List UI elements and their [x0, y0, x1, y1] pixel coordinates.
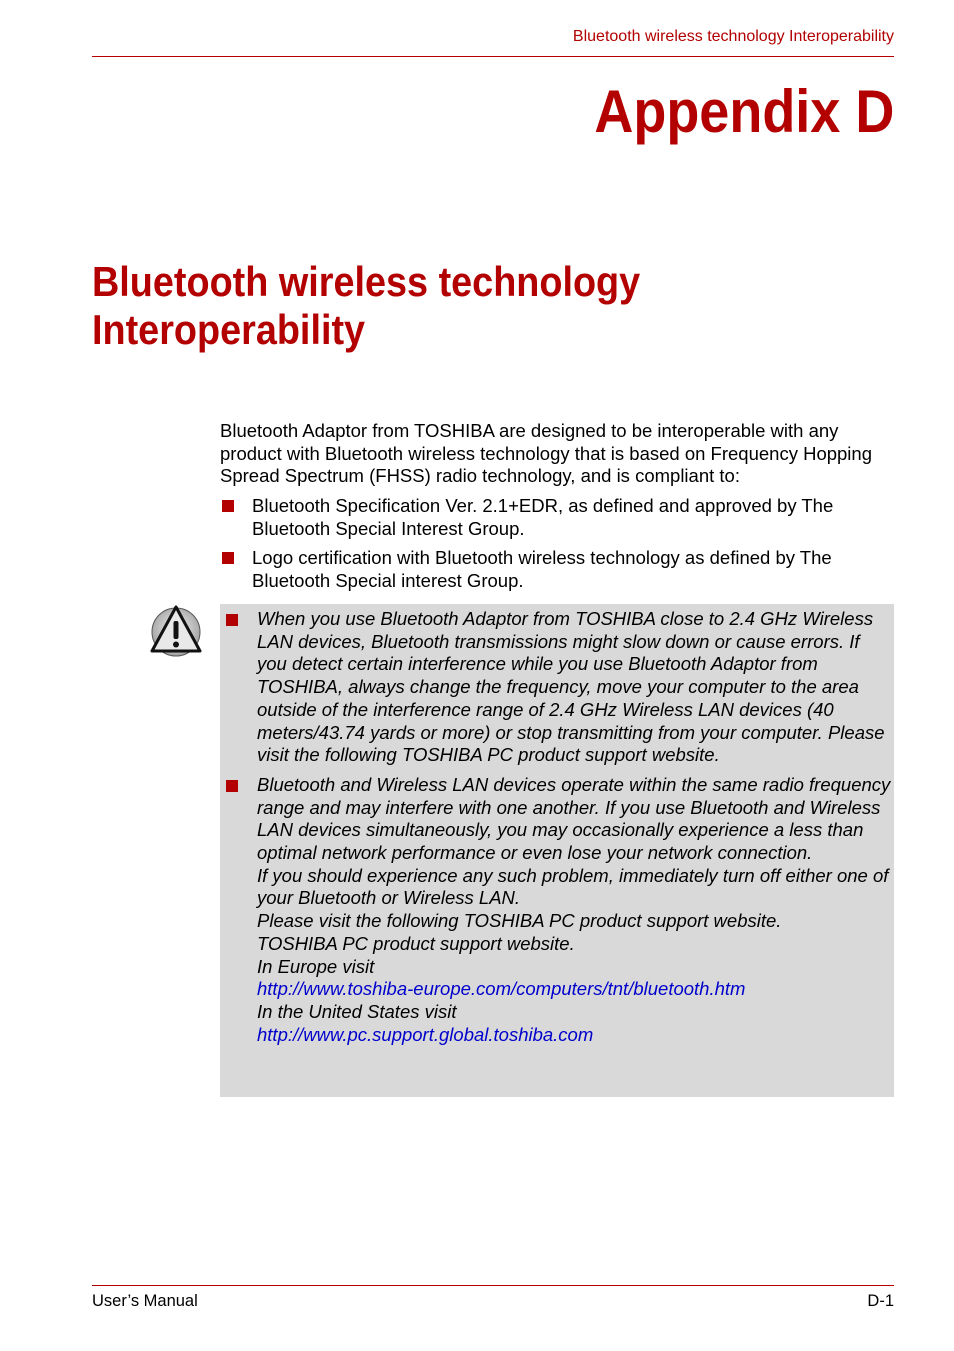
caution-text: If you should experience any such problem, immediately turn off either one of your Bluetooth or Wireless LAN.	[257, 864, 889, 909]
footer-rule	[92, 1285, 894, 1286]
bullet-square-icon	[226, 614, 238, 626]
caution-note	[220, 604, 894, 1097]
europe-label: In Europe visit	[257, 955, 375, 977]
warning-triangle-icon	[150, 604, 202, 658]
list-item-text: Bluetooth Specification Ver. 2.1+EDR, as defined and approved by The Bluetooth Special Interest Group.	[252, 495, 834, 539]
appendix-title: Appendix D	[593, 78, 894, 145]
footer-manual-title: User’s Manual	[92, 1292, 198, 1310]
caution-text: When you use Bluetooth Adaptor from TOSHIBA close to 2.4 GHz Wireless LAN devices, Bluetooth transmissions might slow down or cause errors. If you detect certain interference while you use Bluetooth Adaptor from TOSHIBA, always change the frequency, move your computer to the area outside of the interference range of 2.4 GHz Wireless LAN devices (40 meters/43.74 yards or more) or stop transmitting from your computer. Please visit the following TOSHIBA PC product support website.	[257, 608, 885, 766]
caution-text: Bluetooth and Wireless LAN devices operate within the same radio frequency range and may interfere with one another. If you use Bluetooth and Wireless LAN devices simultaneously, you may occasionally experience a less than optimal network performance or even lose your network connection.	[257, 773, 891, 864]
list-item	[220, 547, 900, 592]
caution-text: TOSHIBA PC product support website.	[257, 932, 575, 954]
europe-support-link[interactable]: http://www.toshiba-europe.com/computers/tnt/bluetooth.htm	[257, 978, 746, 1000]
header-rule	[92, 56, 894, 57]
page-number: D-1	[867, 1292, 894, 1310]
list-item	[220, 774, 894, 1046]
us-support-link[interactable]: http://www.pc.support.global.toshiba.com	[257, 1023, 594, 1045]
bullet-square-icon	[222, 552, 234, 564]
intro-paragraph: Bluetooth Adaptor from TOSHIBA are designed to be interoperable with any product with Bluetooth wireless technology that is based on Frequency Hopping Spread Spectrum (FHSS) radio technology, and is compliant to:	[220, 420, 872, 487]
running-header: Bluetooth wireless technology Interoperability	[572, 28, 894, 45]
section-title: Bluetooth wireless technology Interoperability	[92, 258, 641, 353]
compliance-list	[220, 495, 900, 600]
caution-text: Please visit the following TOSHIBA PC product support website.	[257, 910, 782, 932]
caution-list	[220, 608, 894, 1046]
bullet-square-icon	[226, 780, 238, 792]
bullet-square-icon	[222, 500, 234, 512]
list-item-text: Logo certification with Bluetooth wireless technology as defined by The Bluetooth Special interest Group.	[252, 547, 832, 592]
list-item	[220, 495, 900, 540]
list-item	[220, 608, 894, 767]
us-label: In the United States visit	[257, 1000, 457, 1022]
